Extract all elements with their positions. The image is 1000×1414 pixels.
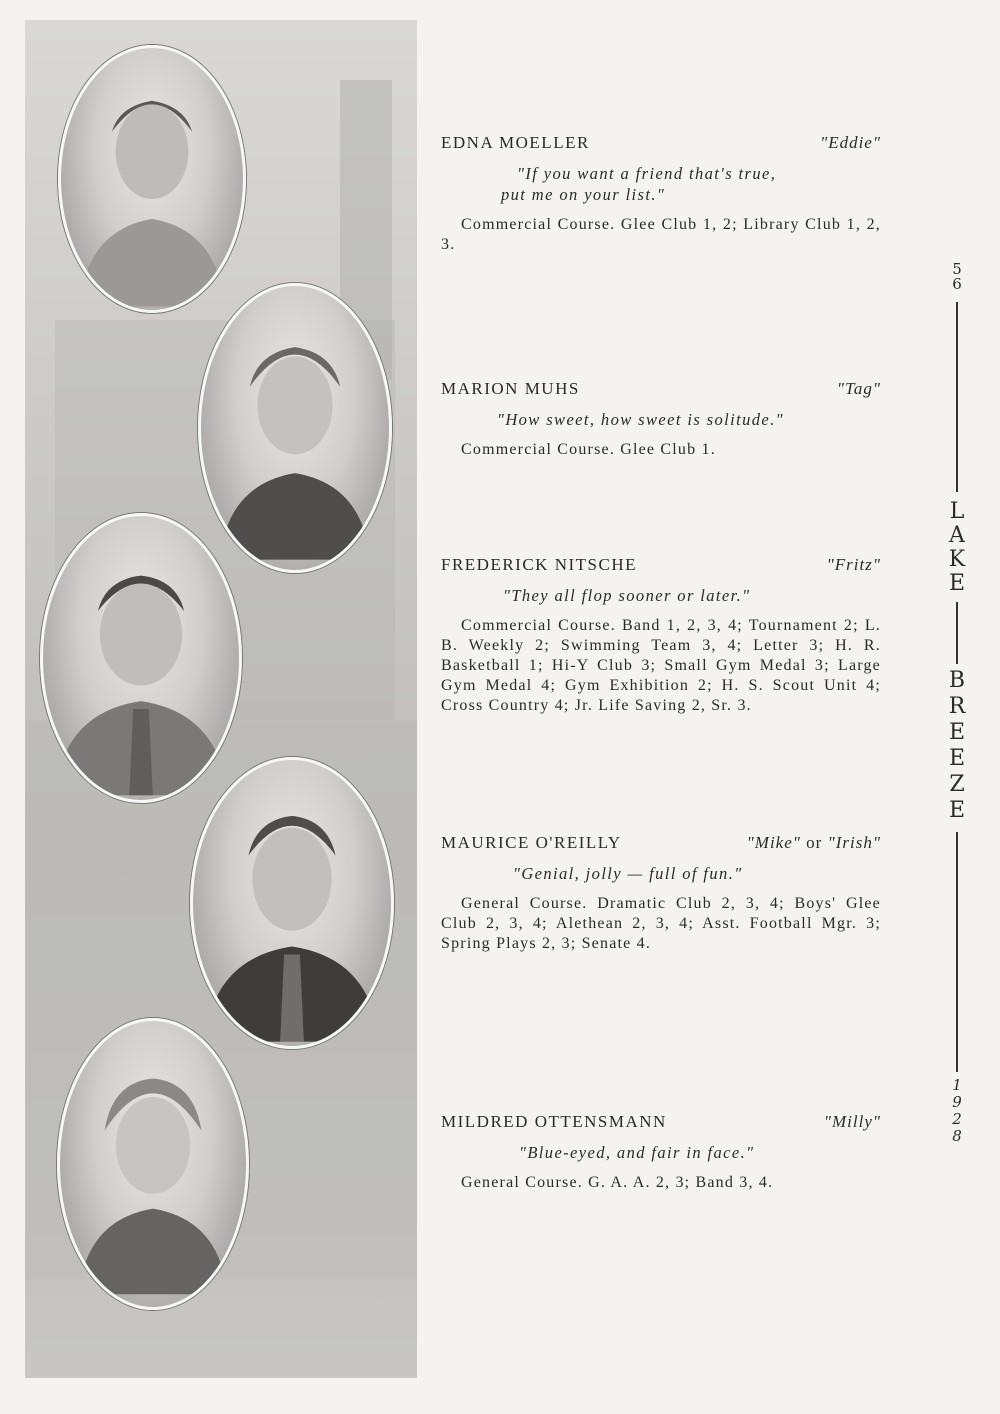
student-nickname <box>747 833 881 853</box>
title-letter: A <box>949 523 965 548</box>
person-silhouette-icon <box>201 286 389 570</box>
nickname-or: or <box>806 833 823 852</box>
entry-maurice-oreilly <box>441 833 881 954</box>
divider-line <box>956 602 958 664</box>
entry-marion-muhs <box>441 379 881 460</box>
portrait-mildred-ottensmann <box>57 1018 249 1310</box>
page-number-digit: 6 <box>952 275 962 293</box>
year-digit: 2 <box>952 1110 962 1128</box>
student-nickname: "Tag" <box>836 379 881 398</box>
photo-strip <box>25 20 417 1378</box>
title-letter: B <box>948 668 966 693</box>
name-row <box>441 1112 881 1132</box>
title-word-lake <box>935 500 979 596</box>
title-letter: E <box>948 798 966 823</box>
entry-mildred-ottensmann <box>441 1112 881 1193</box>
page-number-digit: 5 <box>952 260 962 278</box>
year-digit: 1 <box>952 1076 962 1094</box>
title-letter: R <box>948 694 966 719</box>
person-silhouette-icon <box>43 516 239 800</box>
name-row <box>441 133 881 153</box>
quote-line: "How sweet, how sweet is solitude." <box>497 410 784 429</box>
person-silhouette-icon <box>60 1021 246 1307</box>
title-word-breeze <box>935 668 979 824</box>
quote-line: "They all flop sooner or later." <box>503 586 751 605</box>
year-digit: 8 <box>952 1127 962 1145</box>
student-name: MILDRED OTTENSMANN <box>441 1112 667 1131</box>
student-name: EDNA MOELLER <box>441 133 590 152</box>
name-row <box>441 833 881 853</box>
student-activities: General Course. G. A. A. 2, 3; Band 3, 4. <box>461 1174 774 1191</box>
nickname-a: "Mike" <box>746 833 801 852</box>
quote-line: "If you want a friend that's true, <box>517 164 777 183</box>
title-letter: K <box>948 547 966 572</box>
student-activities: Commercial Course. Glee Club 1, 2; Library Club 1, 2, 3. <box>441 216 881 253</box>
student-nickname: "Eddie" <box>820 133 881 152</box>
student-quote <box>441 863 881 884</box>
title-letter: E <box>948 720 966 745</box>
name-row <box>441 555 881 575</box>
student-nickname: "Fritz" <box>826 555 881 574</box>
portrait-maurice-oreilly <box>190 757 394 1049</box>
student-activities: Commercial Course. Glee Club 1. <box>461 441 716 458</box>
portrait-frederick-nitsche <box>40 513 242 803</box>
student-nickname: "Milly" <box>823 1112 881 1131</box>
student-name: MARION MUHS <box>441 379 580 398</box>
nickname-b: "Irish" <box>827 833 881 852</box>
entry-edna-moeller <box>441 133 881 255</box>
page-number <box>935 262 979 292</box>
quote-line: "Genial, jolly — full of fun." <box>513 864 743 883</box>
title-letter: E <box>948 746 966 771</box>
title-letter: L <box>949 499 965 524</box>
quote-line: put me on your list." <box>501 185 666 204</box>
student-quote <box>441 585 881 606</box>
year <box>935 1077 979 1145</box>
divider-line <box>956 302 958 492</box>
title-letter: Z <box>949 772 965 797</box>
person-silhouette-icon <box>193 760 391 1046</box>
name-row <box>441 379 881 399</box>
student-name: MAURICE O'REILLY <box>441 833 622 852</box>
student-quote <box>441 1142 881 1163</box>
year-digit: 9 <box>952 1093 962 1111</box>
student-activities: General Course. Dramatic Club 2, 3, 4; Boys' Glee Club 2, 3, 4; Alethean 2, 3, 4; Asst. Football Mgr. 3; Spring Plays 2, 3; Senate 4. <box>441 895 881 952</box>
side-title-strip <box>935 262 979 1148</box>
portrait-marion-muhs <box>198 283 392 573</box>
portrait-edna-moeller <box>58 45 246 313</box>
entry-frederick-nitsche <box>441 555 881 716</box>
student-quote <box>441 409 881 430</box>
student-quote <box>441 163 881 205</box>
quote-line: "Blue-eyed, and fair in face." <box>519 1143 755 1162</box>
title-letter: E <box>948 571 966 596</box>
student-activities: Commercial Course. Band 1, 2, 3, 4; Tournament 2; L. B. Weekly 2; Swimming Team 3, 4; Letter 3; H. R. Basketball 1; Hi-Y Club 3; Small Gym Medal 3; Large Gym Medal 4; Gym Exhibition 2; H. S. Scout Unit 4; Cross Country 4; Jr. Life Saving 2, Sr. 3. <box>441 617 881 714</box>
person-silhouette-icon <box>61 48 243 310</box>
student-name: FREDERICK NITSCHE <box>441 555 637 574</box>
divider-line <box>956 832 958 1072</box>
